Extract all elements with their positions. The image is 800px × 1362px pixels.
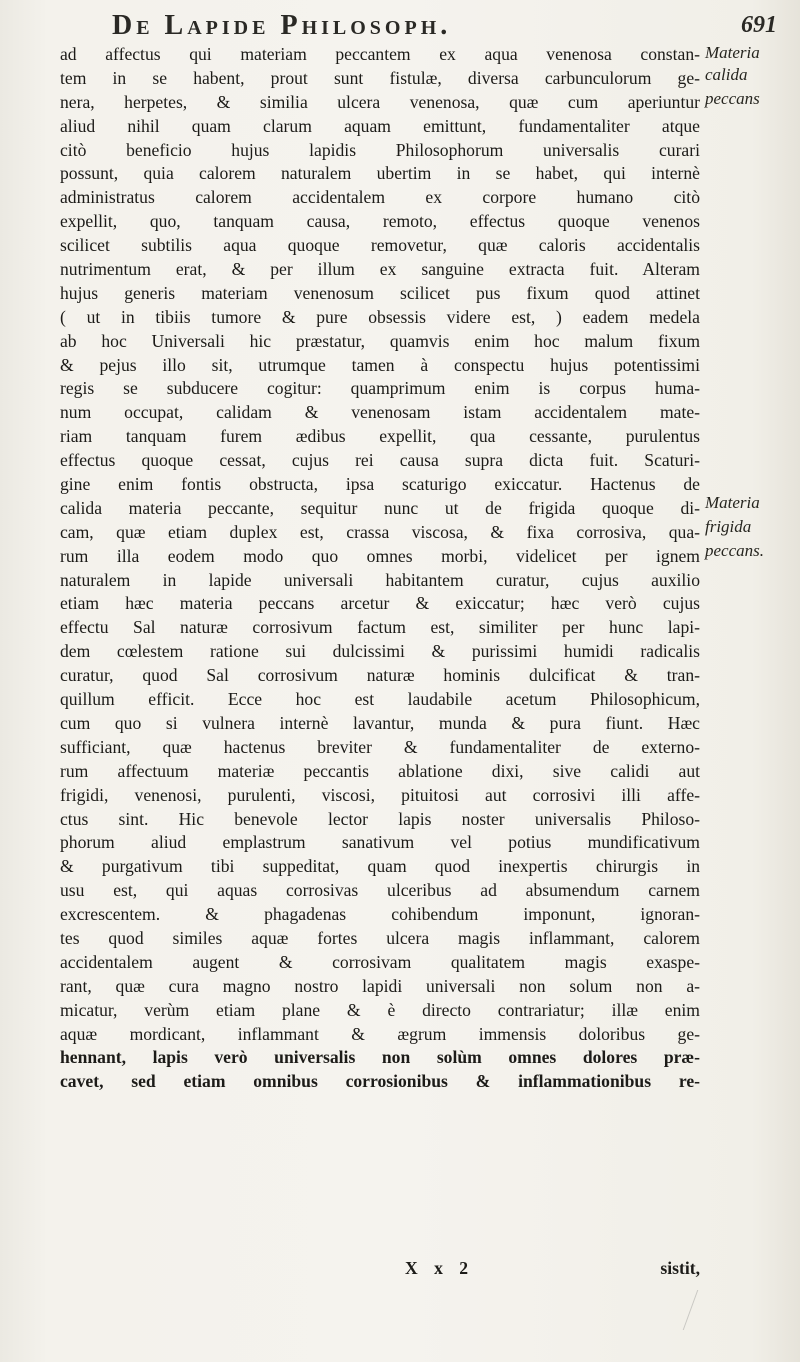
margin-note: Materia [705, 43, 760, 62]
text-line: excrescentem. & phagadenas cohibendum imponunt, ignoran- [60, 904, 700, 925]
signature-mark: X x 2 [405, 1258, 475, 1278]
text-line: hujus generis materiam venenosum scilicet pus fixum quod attinet [60, 282, 700, 303]
text-line: etiam hæc materia peccans arcetur & exiccatur; hæc verò cujus [60, 593, 700, 614]
text-line: usu est, qui aquas corrosivas ulceribus ad absumendum carnem [60, 880, 700, 901]
page-footer [60, 1258, 700, 1282]
margin-note: frigida [705, 517, 752, 536]
text-line: possunt, quia calorem naturalem ubertim in se habet, qui internè [60, 163, 700, 184]
text-line: cavet, sed etiam omnibus corrosionibus & inflammationibus re- [60, 1071, 700, 1092]
show-through-mark [683, 1290, 759, 1330]
catchword: sistit, [660, 1258, 700, 1278]
text-line: dem cœlestem ratione sui dulcissimi & purissimi humidi radicalis [60, 641, 700, 662]
text-line: regis se subducere cogitur: quamprimum enim is corpus huma- [60, 378, 700, 399]
text-line: & purgativum tibi suppeditat, quam quod inexpertis chirurgis in [60, 856, 700, 877]
text-line: rant, quæ cura magno nostro lapidi universali non solum non a- [60, 975, 700, 996]
text-line: nera, herpetes, & similia ulcera venenosa, quæ cum aperiuntur [60, 91, 700, 112]
text-line: citò beneficio hujus lapidis Philosophorum universalis curari [60, 139, 700, 160]
text-line: ctus sint. Hic benevole lector lapis noster universalis Philoso- [60, 808, 700, 829]
margin-note: peccans [705, 89, 760, 108]
text-line: tes quod similes aquæ fortes ulcera magis inflammant, calorem [60, 927, 700, 948]
text-line: aliud nihil quam clarum aquam emittunt, fundamentaliter atque [60, 115, 700, 136]
margin-note: calida [705, 65, 748, 84]
text-line: calida materia peccante, sequitur nunc ut de frigida quoque di- [60, 497, 700, 518]
text-line: ab hoc Universali hic præstatur, quamvis enim hoc malum fixum [60, 330, 700, 351]
text-line: cam, quæ etiam duplex est, crassa viscosa, & fixa corrosiva, qua- [60, 521, 700, 542]
text-line: naturalem in lapide universali habitantem curatur, cujus auxilio [60, 569, 700, 590]
text-line: ad affectus qui materiam peccantem ex aqua venenosa constan- [60, 44, 700, 64]
text-line: accidentalem augent & corrosivam qualitatem magis exaspe- [60, 951, 700, 972]
text-line: nutrimentum erat, & per illum ex sanguine extracta fuit. Alteram [60, 259, 700, 280]
running-title: De Lapide Philosoph. [112, 10, 452, 41]
text-line: cum quo si vulnera internè lavantur, munda & pura fiunt. Hæc [60, 712, 700, 733]
text-line: rum affectuum materiæ peccantis ablatione dixi, sive calidi aut [60, 760, 700, 781]
text-line: & pejus illo sit, utrumque tamen à conspectu hujus potentissimi [60, 354, 700, 375]
text-line: scilicet subtilis aqua quoque removetur, quæ caloris accidentalis [60, 235, 700, 256]
text-line: hennant, lapis verò universalis non solùm omnes dolores præ- [60, 1047, 700, 1068]
text-line: administratus calorem accidentalem ex corpore humano citò [60, 187, 700, 208]
text-line: gine enim fontis obstructa, ipsa scaturigo exiccatur. Hactenus de [60, 474, 700, 495]
text-line: aquæ mordicant, inflammant & ægrum immensis doloribus ge- [60, 1023, 700, 1044]
page-header [112, 10, 777, 44]
text-line: ( ut in tibiis tumore & pure obsessis videre est, ) eadem medela [60, 306, 700, 327]
margin-note: peccans. [705, 541, 765, 560]
page-number: 691 [741, 12, 777, 38]
text-line: micatur, verùm etiam plane & è directo contrariatur; illæ enim [60, 999, 700, 1020]
text-line: sufficiant, quæ hactenus breviter & fundamentaliter de externo- [60, 736, 700, 757]
text-line: effectus quoque cessat, cujus rei causa supra dicta fuit. Scaturi- [60, 450, 700, 471]
text-line: tem in se habent, prout sunt fistulæ, diversa carbunculorum ge- [60, 67, 700, 88]
text-line: effectu Sal naturæ corrosivum factum est, similiter per hunc lapi- [60, 617, 700, 638]
text-line: frigidi, venenosi, purulenti, viscosi, pituitosi aut corrosivi illi affe- [60, 784, 700, 805]
text-line: riam tanquam furem ædibus expellit, qua cessante, purulentus [60, 426, 700, 447]
text-line: curatur, quod Sal corrosivum naturæ hominis dulcificat & tran- [60, 665, 700, 686]
text-line: rum illa eodem modo quo omnes morbi, videlicet per ignem [60, 545, 700, 566]
margin-note: Materia [705, 493, 760, 512]
text-line: quillum efficit. Ecce hoc est laudabile acetum Philosophicum, [60, 689, 700, 710]
text-line: num occupat, calidam & venenosam istam accidentalem mate- [60, 402, 700, 423]
body-text [60, 43, 700, 1094]
text-line: expellit, quo, tanquam causa, remoto, effectus quoque venenos [60, 211, 700, 232]
text-line: phorum aliud emplastrum sanativum vel potius mundificativum [60, 832, 700, 853]
